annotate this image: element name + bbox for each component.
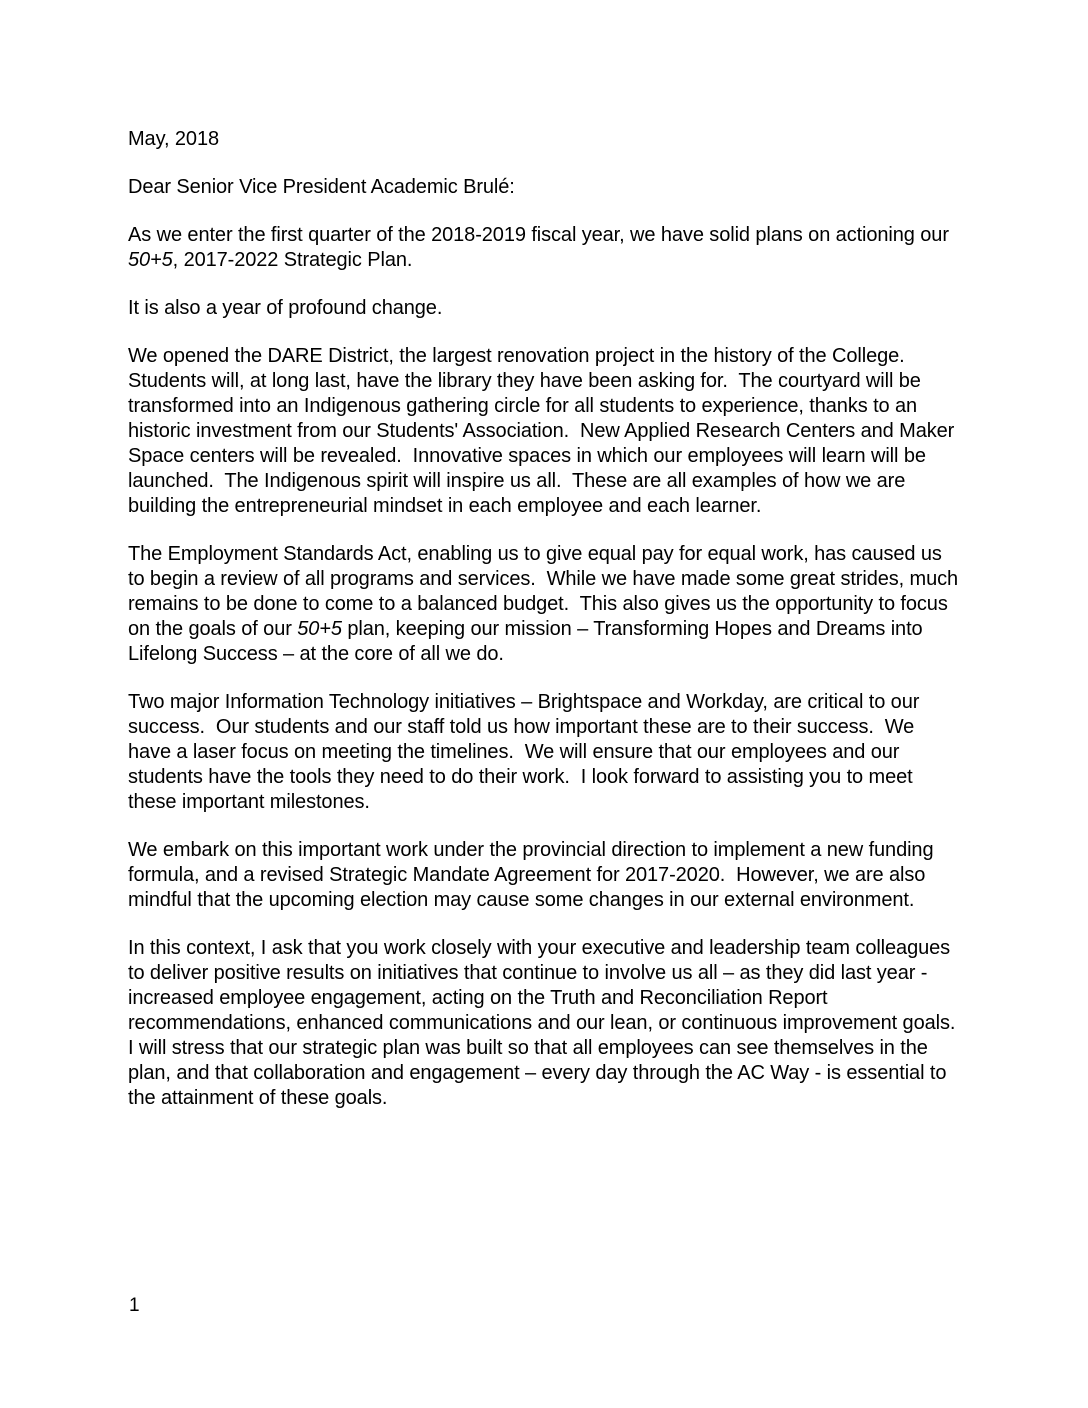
text-run: Dear Senior Vice President Academic Brulé: xyxy=(128,176,515,198)
text-run: We opened the DARE District, the largest renovation project in the history of the College. Students will, at long last, have the library they have been asking for. The courtyard will be transformed into an Indigenous gathering circle for all students to experience, thanks to an historic investment from our Students' Association. New Applied Research Centers and Maker Space centers will be revealed. Innovative spaces in which our employees will learn will be launched. The Indigenous spirit will inspire us all. These are all examples of how we are building the entrepreneurial mindset in each employee and each learner. xyxy=(128,345,960,517)
salutation xyxy=(128,175,961,200)
letter-body xyxy=(128,127,967,1134)
text-run: Two major Information Technology initiatives – Brightspace and Workday, are critical to our success. Our students and our staff told us how important these are to their success. We have a laser focus on meeting the timelines. We will ensure that our employees and our students have the tools they need to do their work. I look forward to assisting you to meet these important milestones. xyxy=(128,691,925,813)
paragraph-closing-ask xyxy=(128,936,967,1111)
text-run: , 2017-2022 Strategic Plan. xyxy=(172,249,413,271)
text-run-italic: 50+5 xyxy=(297,618,342,640)
text-run: It is also a year of profound change. xyxy=(128,297,443,319)
paragraph-dare-district xyxy=(128,344,961,519)
paragraph-it-initiatives xyxy=(128,690,961,815)
text-run: The Employment Standards Act, enabling us to give equal pay for equal work, has caused us to begin a review of all programs and services. While we have made some great strides, much remains to be done to come to a balanced budget. This also gives us the opportunity to focus on the goals of our xyxy=(128,543,964,640)
paragraph-employment-standards xyxy=(128,542,964,667)
paragraph-profound-change xyxy=(128,296,961,321)
text-run: May, 2018 xyxy=(128,128,220,150)
text-run-italic: 50+5 xyxy=(128,249,173,271)
text-run: In this context, I ask that you work closely with your executive and leadership team colleagues to deliver positive results on initiatives that continue to involve us all – as they did last year - increased employee engagement, acting on the Truth and Reconciliation Report recommendations, enhanced communications and our lean, or continuous improvement goals. I will stress that our strategic plan was built so that all employees can see themselves in the plan, and that collaboration and engagement – every day through the AC Way - is essential to the attainment of these goals. xyxy=(128,937,967,1109)
date-line xyxy=(128,127,961,152)
paragraph-fiscal-year xyxy=(128,223,961,273)
text-run: As we enter the first quarter of the 2018-2019 fiscal year, we have solid plans on actioning our xyxy=(128,224,955,246)
text-run: plan, keeping our mission – Transforming Hopes and Dreams into Lifelong Success – at the core of all we do. xyxy=(128,618,929,665)
text-run: We embark on this important work under the provincial direction to implement a new funding formula, and a revised Strategic Mandate Agreement for 2017-2020. However, we are also mindful that the upcoming election may cause some changes in our external environment. xyxy=(128,839,939,911)
paragraph-funding-formula xyxy=(128,838,961,913)
page-number: 1 xyxy=(129,1295,140,1316)
